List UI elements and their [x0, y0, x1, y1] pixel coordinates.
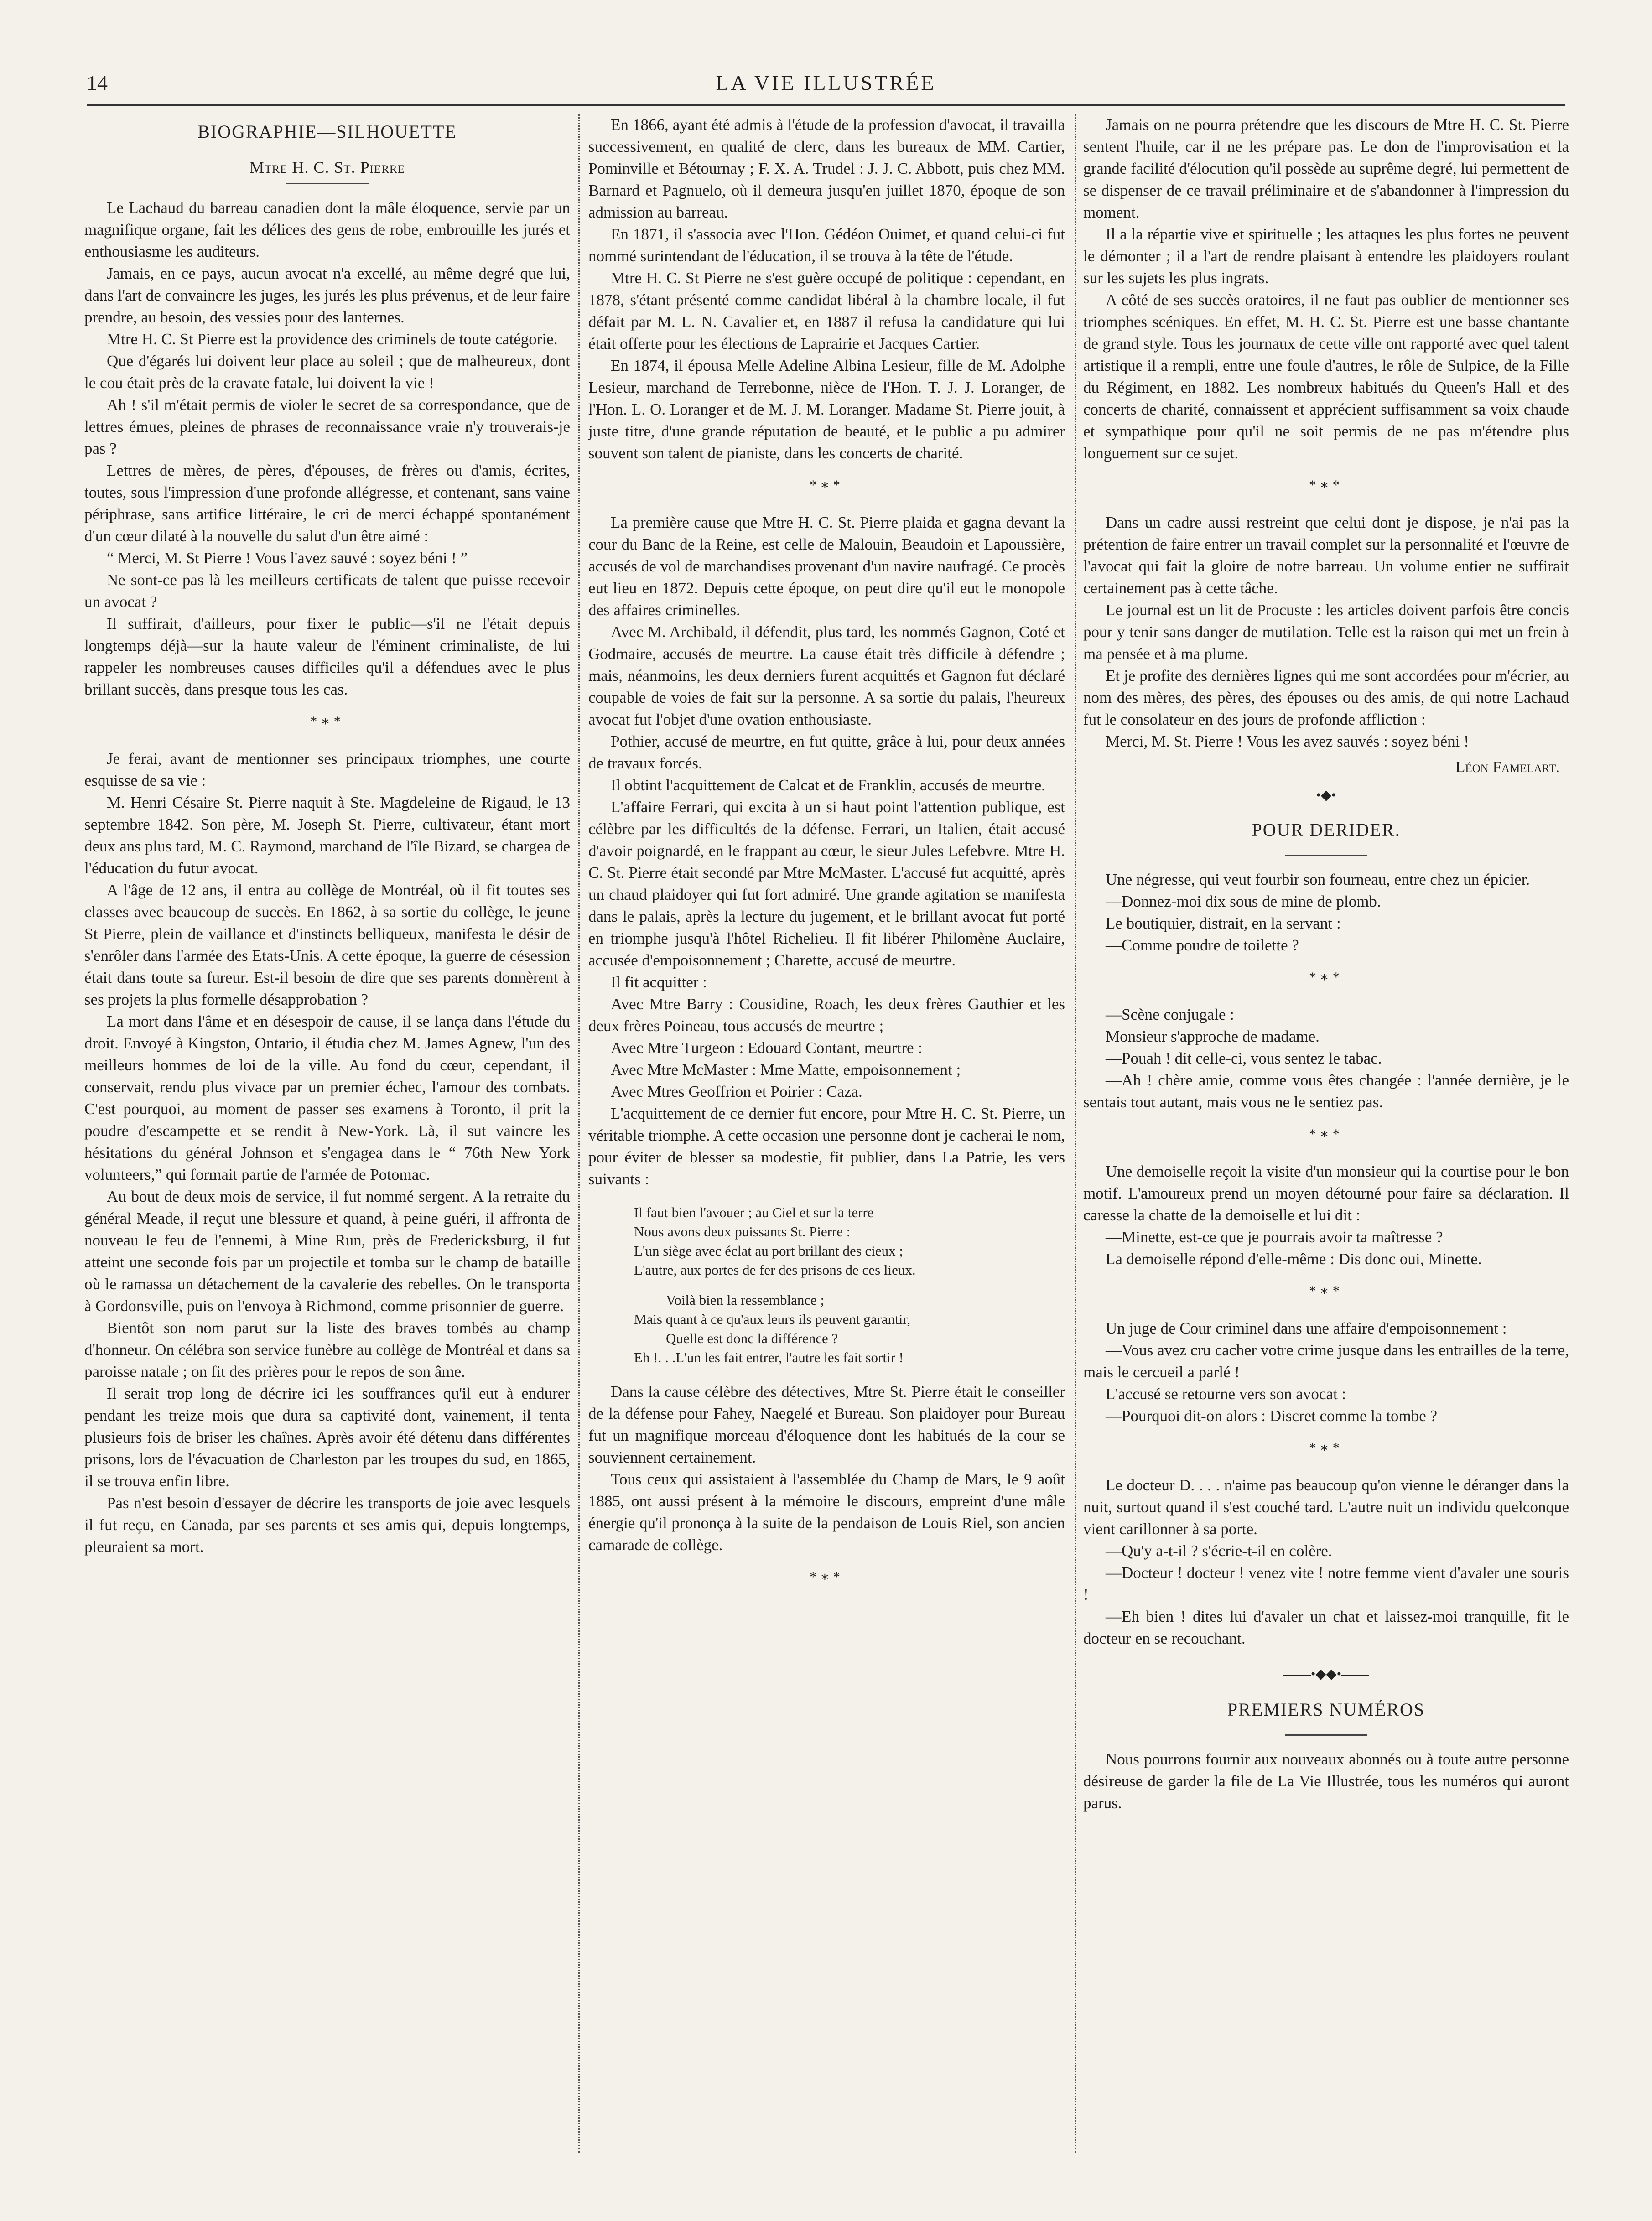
- joke: [1083, 1161, 1569, 1270]
- poem-line: Eh !. . .L'un les fait entrer, l'autre les fait sortir !: [634, 1349, 904, 1365]
- paragraph: “ Merci, M. St Pierre ! Vous l'avez sauvé : soyez béni ! ”: [107, 549, 468, 567]
- section-title: BIOGRAPHIE—SILHOUETTE: [197, 121, 457, 142]
- paragraph: M. Henri Césaire St. Pierre naquit à Ste. Magdeleine de Rigaud, le 13 septembre 1842. Son père, M. Joseph St. Pierre, cultivateur, étant mort deux ans plus tard, M. C. Raymond, marchand de l'île Bizard, se chargea de l'éducation du futur avocat.: [84, 794, 570, 877]
- paragraph: Il fit acquitter :: [611, 973, 707, 991]
- joke: [1083, 1004, 1569, 1113]
- article-subtitle: Mtre H. C. St. Pierre: [249, 158, 405, 176]
- paragraph: Le boutiquier, distrait, en la servant :: [1106, 914, 1341, 932]
- paragraph: —Docteur ! docteur ! venez vite ! notre femme vient d'avaler une souris !: [1083, 1564, 1569, 1603]
- column-1: [84, 114, 570, 2153]
- paragraph: Et je profite des dernières lignes qui me sont accordées pour m'écrier, au nom des mères, des pères, des épouses ou des amis, de qui notre Lachaud fut le consolateur en des jours de profonde affliction :: [1083, 667, 1569, 728]
- paragraph: Mtre H. C. St Pierre ne s'est guère occupé de politique : cependant, en 1878, s'étant présenté comme candidat libéral à la chambre locale, il fut défait par M. L. N. Cavalier et, en 1887 il refusa la candidature qui lui était offerte pour les élections de Laprairie et Jacques Cartier.: [588, 269, 1065, 353]
- paragraph: Le journal est un lit de Procuste : les articles doivent parfois être concis pour y tenir sans danger de mutilation. Telle est la raison qui met un frein à ma pensée et à ma plume.: [1083, 601, 1569, 663]
- paragraph: Jamais, en ce pays, aucun avocat n'a excellé, au même degré que lui, dans l'art de convaincre les juges, les jurés les plus prévenus, et de leur faire prendre, au besoin, des vessies pour des lanternes.: [84, 265, 570, 326]
- paragraph: Pas n'est besoin d'essayer de décrire les transports de joie avec lesquels il fut reçu, en Canada, par ses parents et ses amis qui, depuis longtemps, pleuraient sa mort.: [84, 1494, 570, 1556]
- poem-line: Voilà bien la ressemblance ;: [666, 1292, 825, 1308]
- poem: [634, 1203, 1065, 1367]
- paragraph: Le docteur D. . . . n'aime pas beaucoup qu'on vienne le déranger dans la nuit, surtout quand il s'est couché tard. L'autre nuit un individu quelconque vient carillonner à sa porte.: [1083, 1476, 1569, 1538]
- paragraph: Un juge de Cour criminel dans une affaire d'empoisonnement :: [1106, 1319, 1507, 1337]
- paragraph: A l'âge de 12 ans, il entra au collège de Montréal, où il fit toutes ses classes avec beaucoup de succès. En 1862, à sa sortie du collège, le jeune St Pierre, plein de vaillance et d'instincts belliqueux, manifesta le désir de s'enrôler dans l'armée des Etats-Unis. A cette époque, la guerre de césession était dans toute sa fureur. Est-il besoin de dire que ses parents donnèrent à ses projets la plus formelle désapprobation ?: [84, 881, 570, 1008]
- poem-line: Nous avons deux puissants St. Pierre :: [634, 1224, 851, 1240]
- paragraph: Lettres de mères, de pères, d'épouses, de frères ou d'amis, écrites, toutes, sous l'impression d'une profonde allégresse, et contenant, sans vaine périphrase, sans artifice littéraire, le cri de merci échappé spontanément d'un cœur dilaté à la nouvelle du salut d'un être aimé :: [84, 462, 570, 545]
- paragraph: L'accusé se retourne vers son avocat :: [1106, 1385, 1346, 1403]
- paragraph: Avec Mtre McMaster : Mme Matte, empoisonnement ;: [611, 1061, 961, 1079]
- paragraph: —Scène conjugale :: [1106, 1006, 1234, 1023]
- paragraph: En 1871, il s'associa avec l'Hon. Gédéon Ouimet, et quand celui-ci fut nommé surintendant de l'éducation, il se trouva à la tête de l'étude.: [588, 225, 1065, 265]
- paragraph: Pothier, accusé de meurtre, en fut quitte, grâce à lui, pour deux années de travaux forcés.: [588, 732, 1065, 772]
- paragraph: A côté de ses succès oratoires, il ne faut pas oublier de mentionner ses triomphes scéniques. En effet, M. H. C. St. Pierre est une basse chantante de grand style. Tous les journaux de cette ville ont rapporté avec quel talent artistique il a rempli, entre une foule d'autres, le rôle de Sulpice, de la Fille du Régiment, en 1882. Les nombreux habitués du Queen's Hall et des concerts de charité, connaissent et apprécient suffisamment sa voix chaude et sympathique pour qu'il ne soit permis de ne pas m'étendre plus longuement sur ce sujet.: [1083, 291, 1569, 462]
- paragraph: Avec Mtre Barry : Cousidine, Roach, les deux frères Gauthier et les deux frères Poineau, tous accusés de meurtre ;: [588, 995, 1065, 1035]
- paragraph: Il serait trop long de décrire ici les souffrances qu'il eut à endurer pendant les treize mois que dura sa captivité dont, vainement, il tenta plusieurs fois de briser les chaînes. Après avoir été détenu dans différentes prisons, lors de l'évacuation de Charleston par les troupes du sud, en 1865, il se trouva enfin libre.: [84, 1385, 570, 1490]
- paragraph: Merci, M. St. Pierre ! Vous les avez sauvés : soyez béni !: [1106, 732, 1469, 750]
- paragraph: Mtre H. C. St Pierre est la providence des criminels de toute catégorie.: [107, 330, 558, 348]
- paragraph: L'affaire Ferrari, qui excita à un si haut point l'attention publique, est célèbre par les difficultés de la défense. Ferrari, un Italien, était accusé d'avoir poignardé, en le frappant au cœur, le sieur Jules Lefebvre. Mtre H. C. St. Pierre était secondé par Mtre McMaster. L'accusé fut acquitté, après un chaud plaidoyer qui fut fort admiré. Une grande agitation se manifesta dans le palais, après la lecture du jugement, et le brillant avocat fut porté en triomphe jusqu'à l'hôtel Richelieu. Il fit libérer Philomène Auclaire, accusée d'empoisonnement ; Charette, accusé de meurtre.: [588, 798, 1065, 969]
- paragraph: Il obtint l'acquittement de Calcat et de Franklin, accusés de meurtre.: [611, 776, 1045, 794]
- section-title: PREMIERS NUMÉROS: [1227, 1699, 1425, 1720]
- poem-line: Il faut bien l'avouer ; au Ciel et sur la terre: [634, 1204, 874, 1220]
- poem-line: L'autre, aux portes de fer des prisons de ces lieux.: [634, 1262, 916, 1278]
- paragraph: —Comme poudre de toilette ?: [1106, 936, 1299, 954]
- paragraph: Une négresse, qui veut fourbir son fourneau, entre chez un épicier.: [1106, 871, 1530, 888]
- column-divider: [578, 114, 580, 2153]
- paragraph: Le Lachaud du barreau canadien dont la mâle éloquence, servie par un magnifique organe, fait les délices des gens de robe, embrouille les jurés et enthousiasme les auditeurs.: [84, 199, 570, 260]
- poem-line: Mais quant à ce qu'aux leurs ils peuvent garantir,: [634, 1311, 911, 1327]
- paragraph: Bientôt son nom parut sur la liste des braves tombés au champ d'honneur. On célébra son service funèbre au collège de Montréal et dans sa paroisse natale ; on fit des prières pour le repos de son âme.: [84, 1319, 570, 1380]
- paragraph: Tous ceux qui assistaient à l'assemblée du Champ de Mars, le 9 août 1885, ont aussi présent à la mémoire le discours, empreint d'une mâle énergie qu'il prononça à la suite de la pendaison de Louis Riel, son ancien camarade de collège.: [588, 1470, 1065, 1554]
- paragraph: —Qu'y a-t-il ? s'écrie-t-il en colère.: [1106, 1542, 1332, 1560]
- asterism: *∗*: [810, 477, 844, 493]
- paragraph: —Ah ! chère amie, comme vous êtes changée : l'année dernière, je le sentais tout autant, mais vous ne le sentiez pas.: [1083, 1071, 1569, 1111]
- author-signature: Léon Famelart.: [1455, 758, 1560, 776]
- paragraph: Jamais on ne pourra prétendre que les discours de Mtre H. C. St. Pierre sentent l'huile, car il ne les prépare pas. Le don de l'improvisation et la grande facilité d'élocution qu'il possède au suprême degré, lui permettent de se dispenser de ce travail préliminaire et de s'abandonner à l'impression du moment.: [1083, 116, 1569, 221]
- ornament: ——•◆◆•——: [1283, 1666, 1369, 1681]
- column-3: [1083, 114, 1569, 2153]
- asterism: *∗*: [1309, 1440, 1343, 1455]
- paragraph: —Eh bien ! dites lui d'avaler un chat et laissez-moi tranquille, fit le docteur en se recouchant.: [1083, 1608, 1569, 1647]
- page-header: [87, 71, 1565, 103]
- paragraph: Que d'égarés lui doivent leur place au soleil ; que de malheureux, dont le cou était près de la cravate fatale, lui doivent la vie !: [84, 352, 570, 392]
- joke: [1083, 1474, 1569, 1650]
- asterism: *∗*: [1309, 1126, 1343, 1142]
- ornament: •◆•: [1316, 788, 1336, 803]
- joke: [1083, 869, 1569, 956]
- asterism: *∗*: [310, 714, 344, 729]
- asterism: *∗*: [1309, 970, 1343, 985]
- paragraph: Il a la répartie vive et spirituelle ; les attaques les plus fortes ne peuvent le démonter ; il a l'art de rendre plaisant à entendre les plaidoyers roulant sur les sujets les plus ingrats.: [1083, 225, 1569, 287]
- paragraph: Je ferai, avant de mentionner ses principaux triomphes, une courte esquisse de sa vie :: [84, 750, 570, 789]
- asterism: *∗*: [1309, 1283, 1343, 1298]
- paragraph: Au bout de deux mois de service, il fut nommé sergent. A la retraite du général Meade, il reçut une blessure et quand, à peine guéri, il affronta de nouveau le feu de l'ennemi, à Mine Run, près de Fredericksburg, il fut atteint une seconde fois par un projectile et tomba sur le champ de bataille où le ramassa un détachement de la cavalerie des rebelles. On le transporta à Gordonsville, puis on l'envoya à Richmond, comme prisonnier de guerre.: [84, 1188, 570, 1315]
- paragraph: Avec Mtres Geoffrion et Poirier : Caza.: [611, 1083, 862, 1100]
- title-rule: [1285, 855, 1367, 856]
- paragraph: —Vous avez cru cacher votre crime jusque dans les entrailles de la terre, mais le cercueil a parlé !: [1083, 1341, 1569, 1381]
- paragraph: Dans un cadre aussi restreint que celui dont je dispose, je n'ai pas la prétention de faire entrer un travail complet sur la personnalité et l'œuvre de l'avocat qui fait la gloire de notre barreau. Un volume entier ne suffirait certainement pas à cette tâche.: [1083, 514, 1569, 597]
- paragraph: L'acquittement de ce dernier fut encore, pour Mtre H. C. St. Pierre, un véritable triomphe. A cette occasion une personne dont je cacherai le nom, pour éviter de blesser sa modestie, fit publier, dans La Patrie, les vers suivants :: [588, 1105, 1065, 1188]
- paragraph: En 1866, ayant été admis à l'étude de la profession d'avocat, il travailla successivement, en qualité de clerc, dans les bureaux de MM. Cartier, Pominville et Bétournay ; F. X. A. Trudel : J. J. C. Abbott, puis chez MM. Barnard et Pagnuelo, où il demeura jusqu'en juillet 1870, époque de son admission au barreau.: [588, 116, 1065, 221]
- title-rule: [1285, 1734, 1367, 1736]
- paragraph: Nous pourrons fournir aux nouveaux abonnés ou à toute autre personne désireuse de garder la file de La Vie Illustrée, tous les numéros qui auront parus.: [1083, 1750, 1569, 1812]
- page-number: 14: [87, 71, 108, 94]
- section-title: POUR DERIDER.: [1252, 820, 1401, 840]
- header-rule: [87, 104, 1565, 106]
- column-divider: [1075, 114, 1076, 2153]
- paragraph: La demoiselle répond d'elle-même : Dis donc oui, Minette.: [1106, 1250, 1482, 1268]
- paragraph: Ah ! s'il m'était permis de violer le secret de sa correspondance, que de lettres émues, pleines de phrases de reconnaissance vraie n'y trouverais-je pas ?: [84, 396, 570, 457]
- asterism: *∗*: [810, 1569, 844, 1584]
- paragraph: La première cause que Mtre H. C. St. Pierre plaida et gagna devant la cour du Banc de la Reine, est celle de Malouin, Beaudoin et Lapoussière, accusés de vol de marchandises provenant d'un navire naufragé. Ce procès eut lieu en 1872. Depuis cette époque, on peut dire qu'il eut le monopole des affaires criminelles.: [588, 514, 1065, 619]
- asterism: *∗*: [1309, 477, 1343, 493]
- paragraph: Il suffirait, d'ailleurs, pour fixer le public—s'il ne l'était depuis longtemps déjà—sur la haute valeur de l'éminent criminaliste, de lui rappeler les nombreuses causes difficiles qu'il a défendues avec le plus brillant succès, dans presque tous les cas.: [84, 615, 570, 698]
- paragraph: La mort dans l'âme et en désespoir de cause, il se lança dans l'étude du droit. Envoyé à Kingston, Ontario, il étudia chez M. James Agnew, l'un des meilleurs hommes de loi de la ville. Au fond du cœur, cependant, il conservait, rendu plus vivace par un premier échec, l'amour des combats. C'est pourquoi, au moment de passer ses examens à Toronto, il prit la poudre d'escampette et se rendit à New-York. Là, il sut vaincre les hésitations du général Johnson et s'engagea dans le “ 76th New York volunteers,” qui formait partie de l'armée de Potomac.: [84, 1012, 570, 1183]
- paragraph: —Pourquoi dit-on alors : Discret comme la tombe ?: [1106, 1407, 1438, 1425]
- paragraph: Avec Mtre Turgeon : Edouard Contant, meurtre :: [611, 1039, 923, 1057]
- paragraph: Ne sont-ce pas là les meilleurs certificats de talent que puisse recevoir un avocat ?: [84, 571, 570, 611]
- paragraph: —Donnez-moi dix sous de mine de plomb.: [1106, 893, 1381, 910]
- paragraph: —Pouah ! dit celle-ci, vous sentez le tabac.: [1106, 1049, 1382, 1067]
- column-2: [588, 114, 1065, 2153]
- paragraph: En 1874, il épousa Melle Adeline Albina Lesieur, fille de M. Adolphe Lesieur, marchand de Terrebonne, nièce de l'Hon. T. J. J. Loranger, de l'Hon. L. O. Loranger et de M. J. M. Loranger. Madame St. Pierre jouit, à juste titre, d'une grande réputation de beauté, et le public a pu admirer souvent son talent de pianiste, dans les concerts de charité.: [588, 357, 1065, 462]
- title-rule: [286, 183, 369, 184]
- paragraph: Monsieur s'approche de madame.: [1106, 1027, 1320, 1045]
- journal-title: LA VIE ILLUSTRÉE: [716, 71, 936, 94]
- poem-line: L'un siège avec éclat au port brillant des cieux ;: [634, 1243, 904, 1259]
- paragraph: Une demoiselle reçoit la visite d'un monsieur qui la courtise pour le bon motif. L'amoureux prend un moyen détourné pour faire sa déclaration. Il caresse la chatte de la demoiselle et lui dit :: [1083, 1162, 1569, 1224]
- paragraph: Avec M. Archibald, il défendit, plus tard, les nommés Gagnon, Coté et Godmaire, accusés de meurtre. La cause était très difficile à défendre ; mais, néanmoins, les deux derniers furent acquittés et Gagnon fut déclaré coupable de voies de fait sur la personne. A sa sortie du palais, l'heureux avocat fut l'objet d'une ovation enthousiaste.: [588, 623, 1065, 728]
- joke: [1083, 1318, 1569, 1427]
- paragraph: Dans la cause célèbre des détectives, Mtre St. Pierre était le conseiller de la défense pour Fahey, Naegelé et Bureau. Son plaidoyer pour Bureau fut un magnifique morceau d'éloquence dont les habitués de la cour se souviennent certainement.: [588, 1383, 1065, 1466]
- paragraph: —Minette, est-ce que je pourrais avoir ta maîtresse ?: [1106, 1228, 1443, 1246]
- poem-line: Quelle est donc la différence ?: [666, 1330, 838, 1346]
